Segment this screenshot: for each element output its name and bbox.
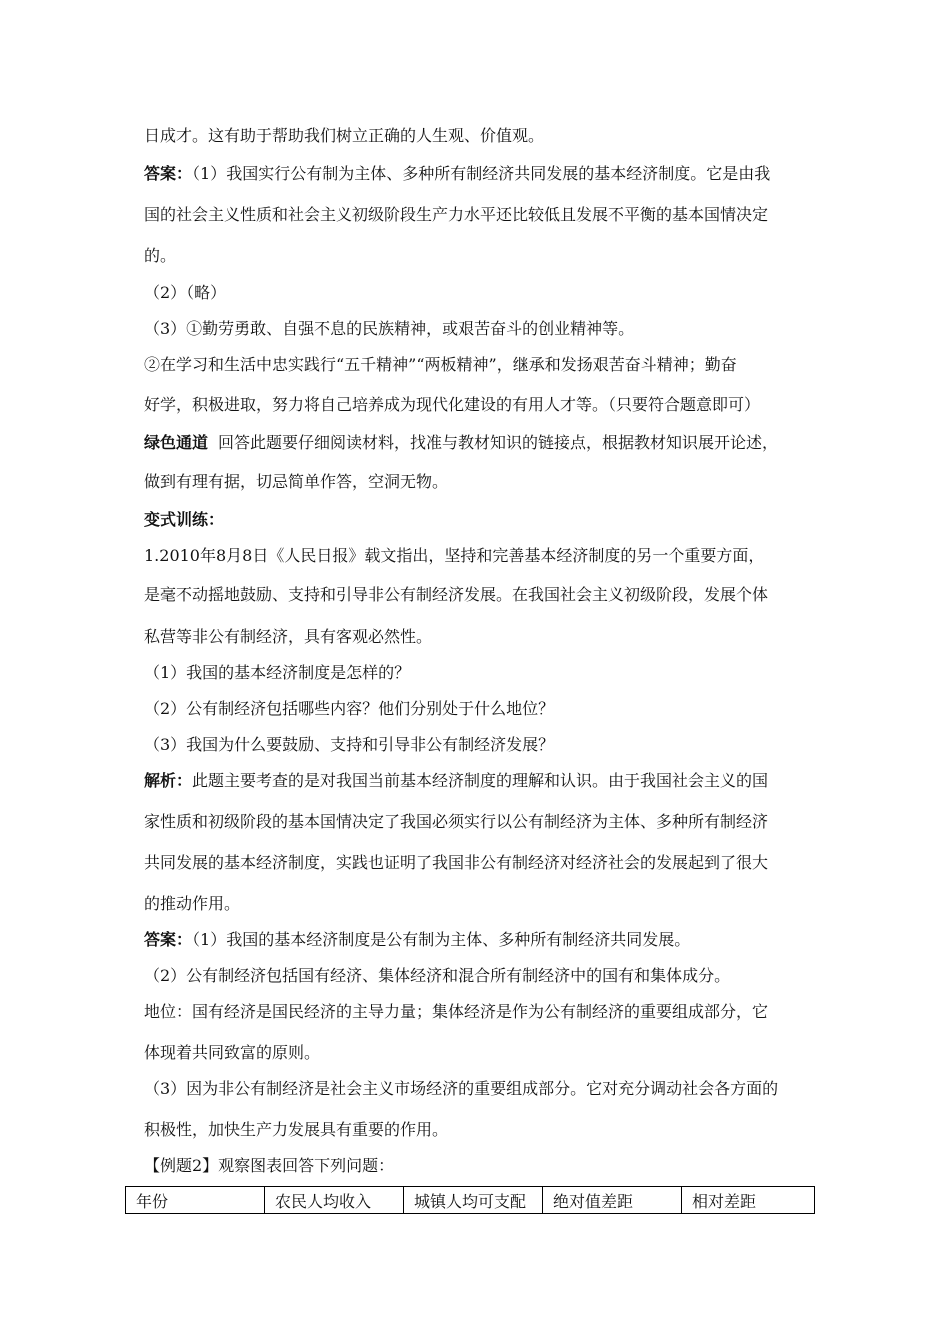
- text-line: 的。: [144, 246, 177, 265]
- table-header-cell: 城镇人均可支配: [404, 1187, 543, 1214]
- text-line: 1.2010年8月8日《人民日报》载文指出，坚持和完善基本经济制度的另一个重要方面，: [144, 546, 765, 565]
- text-line: ②在学习和生活中忠实践行“五千精神”“两板精神”，继承和发扬艰苦奋斗精神；勤奋: [144, 355, 737, 374]
- text-line: （3）①勤劳勇敢、自强不息的民族精神，或艰苦奋斗的创业精神等。: [144, 319, 635, 338]
- example-heading: 【例题2】观察图表回答下列问题：: [144, 1156, 395, 1175]
- question-item: （1）我国的基本经济制度是怎样的？: [144, 663, 411, 682]
- text-line: 体现着共同致富的原则。: [144, 1043, 321, 1062]
- green-channel-label: 绿色通道: [144, 433, 209, 452]
- answer-label: 答案：: [144, 930, 193, 949]
- table-header-cell: 绝对值差距: [543, 1187, 682, 1214]
- table-header-cell: 相对差距: [682, 1187, 815, 1214]
- text-line: （2）（略）: [144, 283, 227, 302]
- text-line: （2）公有制经济包括国有经济、集体经济和混合所有制经济中的国有和集体成分。: [144, 966, 731, 985]
- answer-text: （1）我国的基本经济制度是公有制为主体、多种所有制经济共同发展。: [192, 930, 691, 949]
- table-header-row: [126, 1187, 815, 1214]
- text-line: 是毫不动摇地鼓励、支持和引导非公有制经济发展。在我国社会主义初级阶段，发展个体: [144, 585, 769, 604]
- data-table: [125, 1186, 815, 1214]
- text-line: 共同发展的基本经济制度，实践也证明了我国非公有制经济对经济社会的发展起到了很大: [144, 853, 769, 872]
- text-line: 地位：国有经济是国民经济的主导力量；集体经济是作为公有制经济的重要组成部分，它: [144, 1002, 769, 1021]
- answer-label: 答案：: [144, 164, 193, 183]
- section-heading: 变式训练：: [144, 510, 225, 529]
- text-line: 私营等非公有制经济，具有客观必然性。: [144, 627, 433, 646]
- question-item: （2）公有制经济包括哪些内容？他们分别处于什么地位？: [144, 699, 555, 718]
- text-line: 家性质和初级阶段的基本国情决定了我国必须实行以公有制经济为主体、多种所有制经济: [144, 812, 769, 831]
- text-line: 积极性，加快生产力发展具有重要的作用。: [144, 1120, 449, 1139]
- text-line: 做到有理有据，切忌简单作答，空洞无物。: [144, 472, 449, 491]
- answer-line: [144, 929, 814, 951]
- analysis-text: 此题主要考查的是对我国当前基本经济制度的理解和认识。由于我国社会主义的国: [192, 771, 769, 790]
- question-item: （3）我国为什么要鼓励、支持和引导非公有制经济发展？: [144, 735, 555, 754]
- analysis-label: 解析：: [144, 771, 193, 790]
- green-channel-text: 回答此题要仔细阅读材料，找准与教材知识的链接点，根据教材知识展开论述，: [218, 433, 779, 452]
- answer-text: （1）我国实行公有制为主体、多种所有制经济共同发展的基本经济制度。它是由我: [192, 164, 771, 183]
- answer-line: [144, 163, 814, 185]
- text-line: （3）因为非公有制经济是社会主义市场经济的重要组成部分。它对充分调动社会各方面的: [144, 1079, 779, 1098]
- green-channel-line: [144, 432, 814, 454]
- analysis-line: [144, 770, 814, 792]
- table-header-cell: 农民人均收入: [265, 1187, 404, 1214]
- text-line: 好学，积极进取，努力将自己培养成为现代化建设的有用人才等。（只要符合题意即可）: [144, 395, 761, 414]
- text-line: 的推动作用。: [144, 894, 241, 913]
- table-header-cell: 年份: [126, 1187, 265, 1214]
- text-line: 日成才。这有助于帮助我们树立正确的人生观、价值观。: [144, 126, 545, 145]
- text-line: 国的社会主义性质和社会主义初级阶段生产力水平还比较低且发展不平衡的基本国情决定: [144, 205, 769, 224]
